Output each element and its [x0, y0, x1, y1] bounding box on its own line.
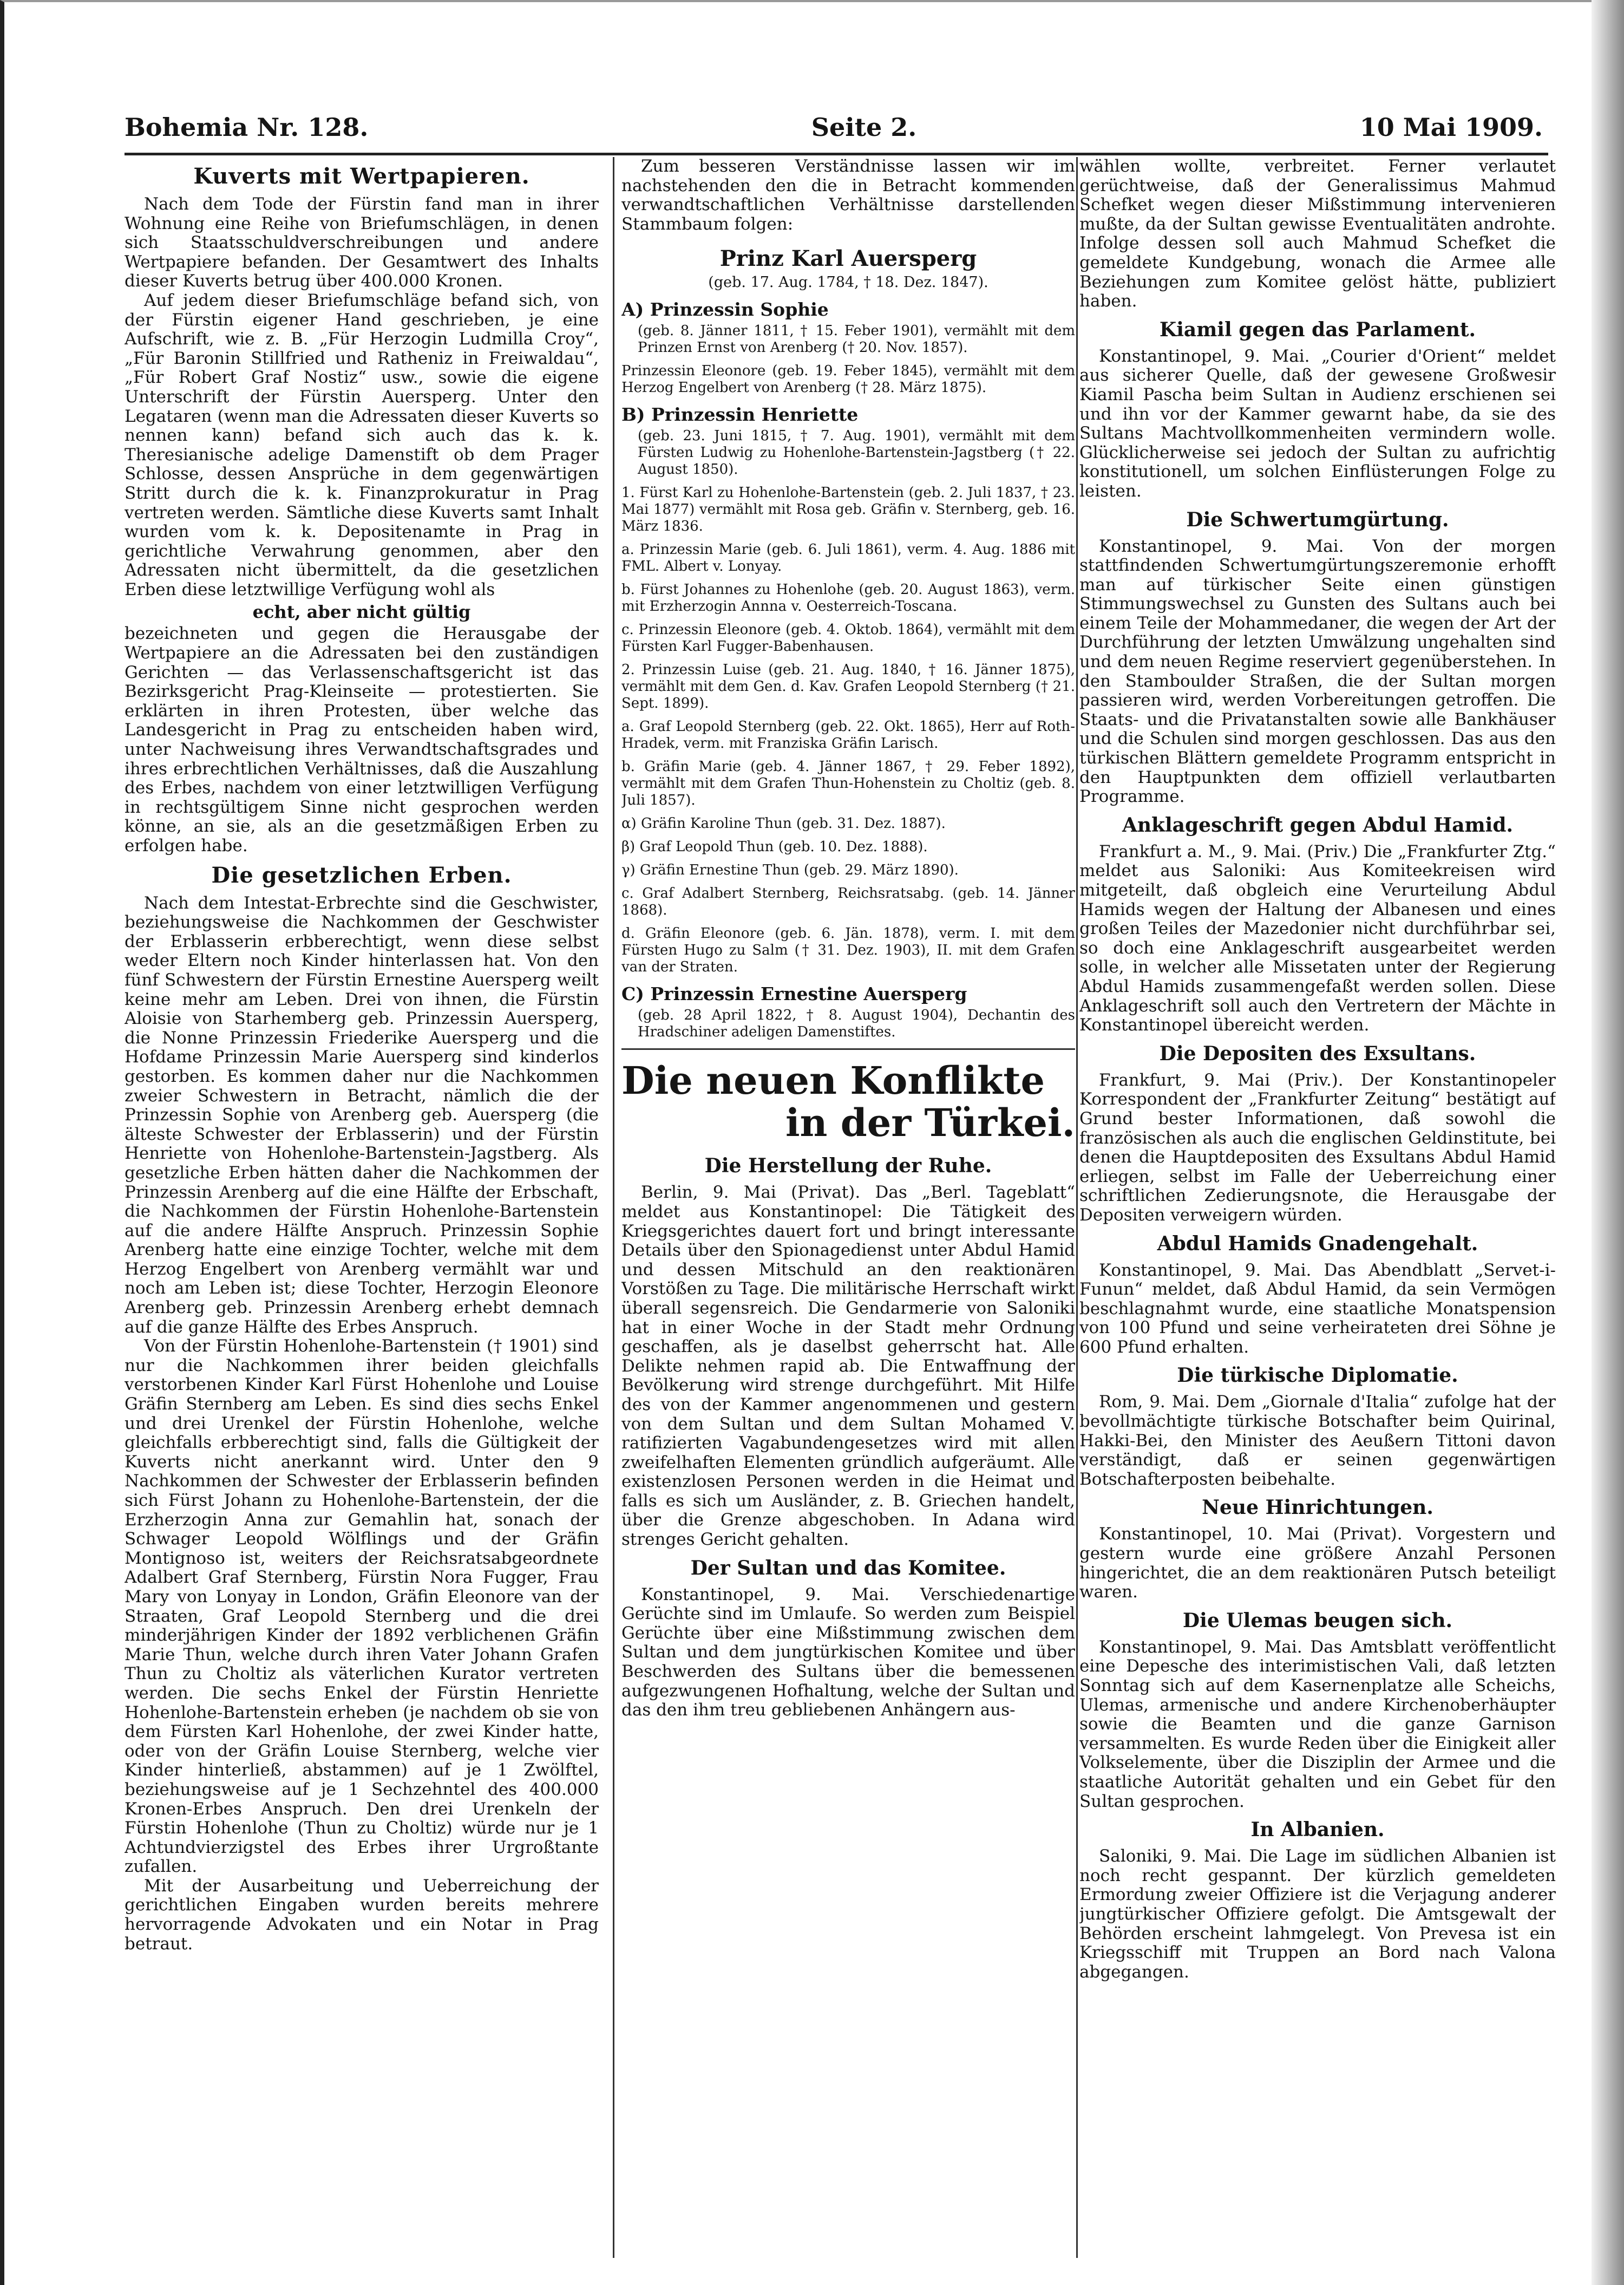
tree-entry: (geb. 28 April 1822, † 8. August 1904), Dechantin des Hradschiner adeligen Damenstiftes.: [638, 1007, 1075, 1041]
paragraph: Mit der Ausarbeitung und Ueberreichung der gerichtlichen Eingaben wurden bereits mehrere hervorragende Advokaten und ein Notar in Prag betraut.: [125, 1876, 599, 1954]
tree-branch-b: B) Prinzessin Henriette: [621, 404, 859, 426]
tree-entry: Prinzessin Eleonore (geb. 19. Feber 1845), vermählt mit dem Herzog Engelbert von Arenberg († 28. März 1875).: [621, 363, 1075, 396]
paragraph: Frankfurt, 9. Mai (Priv.). Der Konstantinopeler Korrespondent der „Frankfurter Zeitung“ bestätigt auf Grund bester Informationen, daß sowohl die französischen als auch die englischen Geldinstitute, bei denen die Hauptdepositen des Exsultans Abdul Hamid erliegen, selbst im Falle der Ueberreichung einer schriftlichen Zedierungsnote, die Herausgabe der Depositen verweigern würden.: [1079, 1070, 1556, 1225]
tree-entry: b. Fürst Johannes zu Hohenlohe (geb. 20. August 1863), verm. mit Erzherzogin Annna v. Oesterreich-Toscana.: [621, 582, 1075, 615]
tree-entry: c. Graf Adalbert Sternberg, Reichsratsabg. (geb. 14. Jänner 1868).: [621, 885, 1075, 919]
tree-entry: b. Gräfin Marie (geb. 4. Jänner 1867, † 29. Feber 1892), vermählt mit dem Grafen Thun-Hohenstein zu Choltiz (geb. 8. Juli 1857).: [621, 759, 1075, 809]
column-2: [621, 157, 1075, 2258]
headline-line-1: Die neuen Konflikte: [621, 1058, 1045, 1104]
heading-hinrichtungen: Neue Hinrichtungen.: [1202, 1496, 1433, 1519]
header-rule: [125, 153, 1548, 155]
paragraph: Rom, 9. Mai. Dem „Giornale d'Italia“ zufolge hat der bevollmächtigte türkische Botschafter beim Quirinal, Hakki-Bei, den Minister des Aeußern Tittoni davon verständigt, daß er seinen gegenwärtigen Botschafterposten beibehalte.: [1079, 1392, 1556, 1489]
paragraph: Berlin, 9. Mai (Privat). Das „Berl. Tageblatt“ meldet aus Konstantinopel: Die Tätigkeit des Kriegsgerichtes dauert fort und bringt interessante Details über den Spionagedienst unter Abdul Hamid und dessen Mitschuld an den reaktionären Vorstößen zu Tage. Die militärische Herrschaft wirkt überall segensreich. Die Gendarmerie von Saloniki hat in einer Woche in der Stadt mehr Ordnung geschaffen, als je daselbst geherrscht hat. Alle Delikte nehmen rapid ab. Die Entwaffnung der Bevölkerung wird strenge durchgeführt. Mit Hilfe des von der Kammer angenommenen und gestern von dem Sultan und dem Sultan Mohamed V. ratifizierten Vagabundengesetzes wird mit allen zweifelhaften Elementen gründlich aufgeräumt. Alle existenzlosen Personen werden in die Heimat und falls es sich um Ausländer, z. B. Griechen handelt, über die Grenze abgeschoben. In Adana wird strenges Gericht gehalten.: [621, 1183, 1075, 1550]
header-page-number: Seite 2.: [811, 113, 917, 142]
heading-kuverts: Kuverts mit Wertpapieren.: [193, 164, 530, 189]
column-rule-2: [1076, 157, 1078, 2258]
headline-line-2: in der Türkei.: [785, 1100, 1075, 1146]
paragraph: Nach dem Intestat-Erbrechte sind die Geschwister, beziehungsweise die Nachkommen der Geschwister der Erblasserin erbberechtigt, wenn diese selbst weder Eltern noch Kinder hinterlassen hat. Von den fünf Schwestern der Fürstin Ernestine Auersperg weilt keine mehr am Leben. Drei von ihnen, die Fürstin Aloisie von Starhemberg geb. Prinzessin Auersperg, die Nonne Prinzessin Friederike Auersperg und die Hofdame Prinzessin Marie Auersperg sind kinderlos gestorben. Es kommen daher nur die Nachkommen zweier Schwestern in Betracht, nämlich die der Prinzessin Sophie von Arenberg geb. Auersperg (die älteste Schwester der Erblasserin) und der Fürstin Henriette von Hohenlohe-Bartenstein-Jagstberg. Als gesetzliche Erben hätten daher die Nachkommen der Prinzessin Arenberg auf die eine Hälfte der Erbschaft, die Nachkommen der Fürstin Hohenlohe-Bartenstein auf die andere Hälfte Anspruch. Prinzessin Sophie Arenberg hatte eine einzige Tochter, welche mit dem Herzog Engelbert von Arenberg vermählt war und noch am Leben ist; diese Tochter, Herzogin Eleonore Arenberg geb. Prinzessin Arenberg erhebt demnach auf die ganze Hälfte des Erbes Anspruch.: [125, 893, 599, 1337]
tree-entry: 2. Prinzessin Luise (geb. 21. Aug. 1840, † 16. Jänner 1875), vermählt mit dem Gen. d. Kav. Grafen Leopold Sternberg († 21. Sept. 1899).: [621, 662, 1075, 712]
paragraph: Konstantinopel, 9. Mai. Von der morgen stattfindenden Schwertumgürtungszeremonie erhofft man auf türkischer Seite einen günstigen Stimmungswechsel zu Gunsten des Sultans auch bei einem Teile der Mohammedaner, die wegen der Art der Durchführung der letzten Umwälzung ungehalten sind und dem neuen Regime reserviert gegenüberstehen. In den Stamboulder Straßen, die der Sultan morgen passieren wird, werden Vorbereitungen getroffen. Die Staats- und die Privatanstalten sowie alle Bankhäuser und die Schulen sind morgen geschlossen. Das aus den türkischen Blättern gemeldete Programm entspricht in den Hauptpunkten dem offiziell verlautbarten Programme.: [1079, 536, 1556, 807]
heading-depositen: Die Depositen des Exsultans.: [1159, 1042, 1476, 1065]
paragraph: Nach dem Tode der Fürstin fand man in ihrer Wohnung eine Reihe von Briefumschlägen, in denen sich Staatsschuldverschreibungen und andere Wertpapiere befanden. Der Gesamtwert des Inhalts dieser Kuverts betrug über 400.000 Kronen.: [125, 194, 599, 291]
heading-sultan-komitee: Der Sultan und das Komitee.: [690, 1556, 1006, 1579]
paragraph: bezeichneten und gegen die Herausgabe der Wertpapiere an die Adressaten bei den zuständigen Gerichten — das Verlassenschaftsgericht ist das Bezirksgericht Prag-Kleinseite — protestierten. Sie erklärten in ihren Protesten, über welche das Landesgericht in Prag zu entscheiden haben wird, unter Nachweisung ihres Verwandtschaftsgrades und ihres erbrechtlichen Verhältnisses, daß die Auszahlung des Erbes, nachdem von einer letztwilligen Verfügung in rechtsgültigem Sinne nicht gesprochen werden könne, an sie, als an die gesetzmäßigen Erben zu erfolgen habe.: [125, 624, 599, 856]
paragraph: wählen wollte, verbreitet. Ferner verlautet gerüchtweise, daß der Generalissimus Mahmud Schefket wegen dieser Mißstimmung intervenieren mußte, da der Sultan gewisse Eventualitäten androhte. Infolge dessen soll auch Mahmud Schefket die gemeldete Kundgebung, wonach die Armee alle Beziehungen zum Komitee gelöst hätte, publiziert haben.: [1079, 157, 1556, 311]
paragraph: Konstantinopel, 9. Mai. „Courier d'Orient“ meldet aus sicherer Quelle, daß der gewesene Großwesir Kiamil Pascha beim Sultan in Audienz erschienen sei und ihn vor der Kammer gewarnt habe, da sie des Sultans Machtvollkommenheiten vermindern wolle. Glücklicherweise sei jedoch der Sultan zu aufrichtig konstitutionell, um solchen Einflüsterungen Folge zu leisten.: [1079, 346, 1556, 501]
heading-ulemas: Die Ulemas beugen sich.: [1182, 1609, 1453, 1632]
tree-entry: (geb. 23. Juni 1815, † 7. Aug. 1901), vermählt mit dem Fürsten Ludwig zu Hohenlohe-Bartenstein-Jagstberg († 22. August 1850).: [638, 428, 1075, 478]
paragraph: Von der Fürstin Hohenlohe-Bartenstein († 1901) sind nur die Nachkommen ihrer beiden gleichfalls verstorbenen Kinder Karl Fürst Hohenlohe und Louise Gräfin Sternberg am Leben. Es sind dies sechs Enkel und drei Urenkel der Fürstin Hohenlohe, welche gleichfalls erbberechtigt sind, falls die Gültigkeit der Kuverts nicht anerkannt wird. Unter den 9 Nachkommen der Schwester der Erblasserin befinden sich Fürst Johann zu Hohenlohe-Bartenstein, der die Erzherzogin Anna zur Gemahlin hat, sonach der Schwager Leopold Wölflings und der Gräfin Montignoso ist, weiters der Reichsratsabgeordnete Adalbert Graf Sternberg, Fürstin Nora Fugger, Frau Mary von Lonyay in London, Gräfin Eleonore van der Straaten, Graf Leopold Sternberg und die drei minderjährigen Kinder der 1892 verblichenen Gräfin Marie Thun, welche durch ihren Vater Johann Grafen Thun zu Choltiz als väterlichen Kurator vertreten werden. Die sechs Enkel der Fürstin Henriette Hohenlohe-Bartenstein erheben (je nachdem ob sie von dem Fürsten Karl Hohenlohe, der zwei Kinder hatte, oder von der Gräfin Louise Sternberg, welche vier Kinder hinterließ, abstammen) auf je 1 Zwölftel, beziehungsweise auf je 1 Sechzehntel des 400.000 Kronen-Erbes Anspruch. Den drei Urenkeln der Fürstin Hohenlohe (Thun zu Choltiz) würde nur je 1 Achtundvierzigstel des Erbes ihrer Urgroßtante zufallen.: [125, 1336, 599, 1877]
heading-albanien: In Albanien.: [1250, 1818, 1385, 1842]
column-3: [1079, 157, 1556, 2258]
tree-entry: (geb. 8. Jänner 1811, † 15. Feber 1901), vermählt mit dem Prinzen Ernst von Arenberg († 20. Nov. 1857).: [638, 323, 1075, 356]
heading-erben: Die gesetzlichen Erben.: [211, 862, 512, 888]
tree-branch-a: A) Prinzessin Sophie: [621, 299, 829, 321]
heading-diplomatie: Die türkische Diplomatie.: [1177, 1364, 1458, 1387]
family-tree-root-dates: (geb. 17. Aug. 1784, † 18. Dez. 1847).: [708, 274, 988, 291]
tree-entry: γ) Gräfin Ernestine Thun (geb. 29. März 1890).: [621, 862, 959, 879]
heading-anklageschrift: Anklageschrift gegen Abdul Hamid.: [1122, 813, 1514, 837]
header-date: 10 Mai 1909.: [1359, 113, 1543, 142]
paragraph: Konstantinopel, 9. Mai. Das Abendblatt „Servet-i-Funun“ meldet, daß Abdul Hamid, da sein Vermögen beschlagnahmt wurde, eine staatliche Monatspension von 100 Pfund und seine verheirateten drei Söhne je 600 Pfund erhalten.: [1079, 1260, 1556, 1357]
tree-entry: d. Gräfin Eleonore (geb. 6. Jän. 1878), verm. I. mit dem Fürsten Hugo zu Salm († 31. Dez. 1903), II. mit dem Grafen van der Straten.: [621, 925, 1075, 976]
page-header: [125, 108, 1543, 146]
paragraph: Konstantinopel, 9. Mai. Verschiedenartige Gerüchte sind im Umlaufe. So werden zum Beispiel Gerüchte über eine Mißstimmung zwischen dem Sultan und dem jungtürkischen Komitee und über Beschwerden des Sultans über die bemessenen aufgezwungenen Hofhaltung, welche der Sultan und das den ihm treu gebliebenen Anhängern aus-: [621, 1584, 1075, 1720]
heading-schwertumguertung: Die Schwertumgürtung.: [1186, 508, 1449, 531]
gutter-shadow: [1592, 0, 1624, 2285]
family-tree: [621, 299, 1075, 1041]
tree-branch-c: C) Prinzessin Ernestine Auersperg: [621, 983, 967, 1005]
tree-entry: 1. Fürst Karl zu Hohenlohe-Bartenstein (geb. 2. Juli 1837, † 23. Mai 1877) vermählt mit Rosa geb. Gräfin v. Sternberg, geb. 16. März 1836.: [621, 485, 1075, 535]
emphasis-line: echt, aber nicht gültig: [252, 602, 471, 623]
column-1: [125, 157, 606, 2258]
paragraph: Saloniki, 9. Mai. Die Lage im südlichen Albanien ist noch recht gespannt. Der kürzlich gemeldeten Ermordung zweier Offiziere ist die Verjagung anderer jungtürkischer Offiziere gefolgt. Die Amtsgewalt der Behörden erscheint lahmgelegt. Von Prevesa ist ein Kriegsschiff mit Truppen an Bord nach Valona abgegangen.: [1079, 1846, 1556, 1982]
tree-entry: a. Graf Leopold Sternberg (geb. 22. Okt. 1865), Herr auf Roth-Hradek, verm. mit Franziska Gräfin Larisch.: [621, 719, 1075, 752]
paragraph: Konstantinopel, 9. Mai. Das Amtsblatt veröffentlicht eine Depesche des interimistischen Vali, daß letzten Sonntag sich auf dem Kasernenplatze alle Scheichs, Ulemas, armenische und andere Kirchenoberhäupter sowie die Beamten und die ganze Garnison versammelten. Es wurde Reden über die Einigkeit aller Volkselemente, über die Disziplin der Armee und die staatliche Autorität gehalten und ein Gebet für den Sultan gesprochen.: [1079, 1637, 1556, 1811]
tree-entry: α) Gräfin Karoline Thun (geb. 31. Dez. 1887).: [621, 815, 946, 832]
section-rule: [621, 1048, 1075, 1050]
paragraph: Frankfurt a. M., 9. Mai. (Priv.) Die „Frankfurter Ztg.“ meldet aus Saloniki: Aus Komiteekreisen wird mitgeteilt, daß obgleich eine Verurteilung Abdul Hamids wegen der Haltung der Albanesen und eines großen Teiles der Mazedonier nicht durchführbar sei, so doch eine Anklageschrift ausgearbeitet werden solle, in welcher alle Missetaten unter der Regierung Abdul Hamids zusammengefaßt werden sollen. Diese Anklageschrift soll auch den Vertretern der Mächte in Konstantinopel übereicht werden.: [1079, 841, 1556, 1035]
paragraph: Auf jedem dieser Briefumschläge befand sich, von der Fürstin eigener Hand geschrieben, je eine Aufschrift, wie z. B. „Für Herzogin Ludmilla Croy“, „Für Baronin Stillfried und Ratheniz in Freiwaldau“, „Für Robert Graf Nostiz“ usw., sowie die eigene Unterschrift der Fürstin Auersperg. Unter den Legataren (wenn man die Adressaten dieser Kuverts so nennen kann) befand sich auch das k. k. Theresianische adelige Damenstift ob dem Prager Schlosse, dessen Ansprüche in dem gegenwärtigen Stritt durch die k. k. Finanzprokuratur in Prag vertreten werden. Sämtliche diese Kuverts samt Inhalt wurden vom k. k. Depositenamte in Prag in gerichtliche Verwahrung genommen, aber den Adressaten nicht übermittelt, da die gesetzlichen Erben diese letztwillige Verfügung wohl als: [125, 290, 599, 599]
paragraph: Konstantinopel, 10. Mai (Privat). Vorgestern und gestern wurde eine größere Anzahl Personen hingerichtet, die an dem reaktionären Putsch beteiligt waren.: [1079, 1524, 1556, 1602]
tree-entry: a. Prinzessin Marie (geb. 6. Juli 1861), verm. 4. Aug. 1886 mit FML. Albert v. Lonyay.: [621, 541, 1075, 575]
tree-entry: β) Graf Leopold Thun (geb. 10. Dez. 1888).: [621, 839, 928, 856]
column-rule-1: [613, 157, 614, 2258]
heading-gnadengehalt: Abdul Hamids Gnadengehalt.: [1157, 1232, 1478, 1255]
paragraph: Zum besseren Verständnisse lassen wir im nachstehenden den die in Betracht kommenden verwandtschaftlichen Verhältnisse darstellenden Stammbaum folgen:: [621, 157, 1075, 234]
tree-entry: c. Prinzessin Eleonore (geb. 4. Oktob. 1864), vermählt mit dem Fürsten Karl Fugger-Babenhausen.: [621, 622, 1075, 655]
heading-kiamil: Kiamil gegen das Parlament.: [1159, 318, 1476, 341]
header-newspaper: Bohemia Nr. 128.: [125, 113, 369, 142]
family-tree-root: Prinz Karl Auersperg: [719, 246, 977, 272]
headline-tuerkei: [621, 1060, 1075, 1144]
heading-ruhe: Die Herstellung der Ruhe.: [704, 1154, 992, 1178]
